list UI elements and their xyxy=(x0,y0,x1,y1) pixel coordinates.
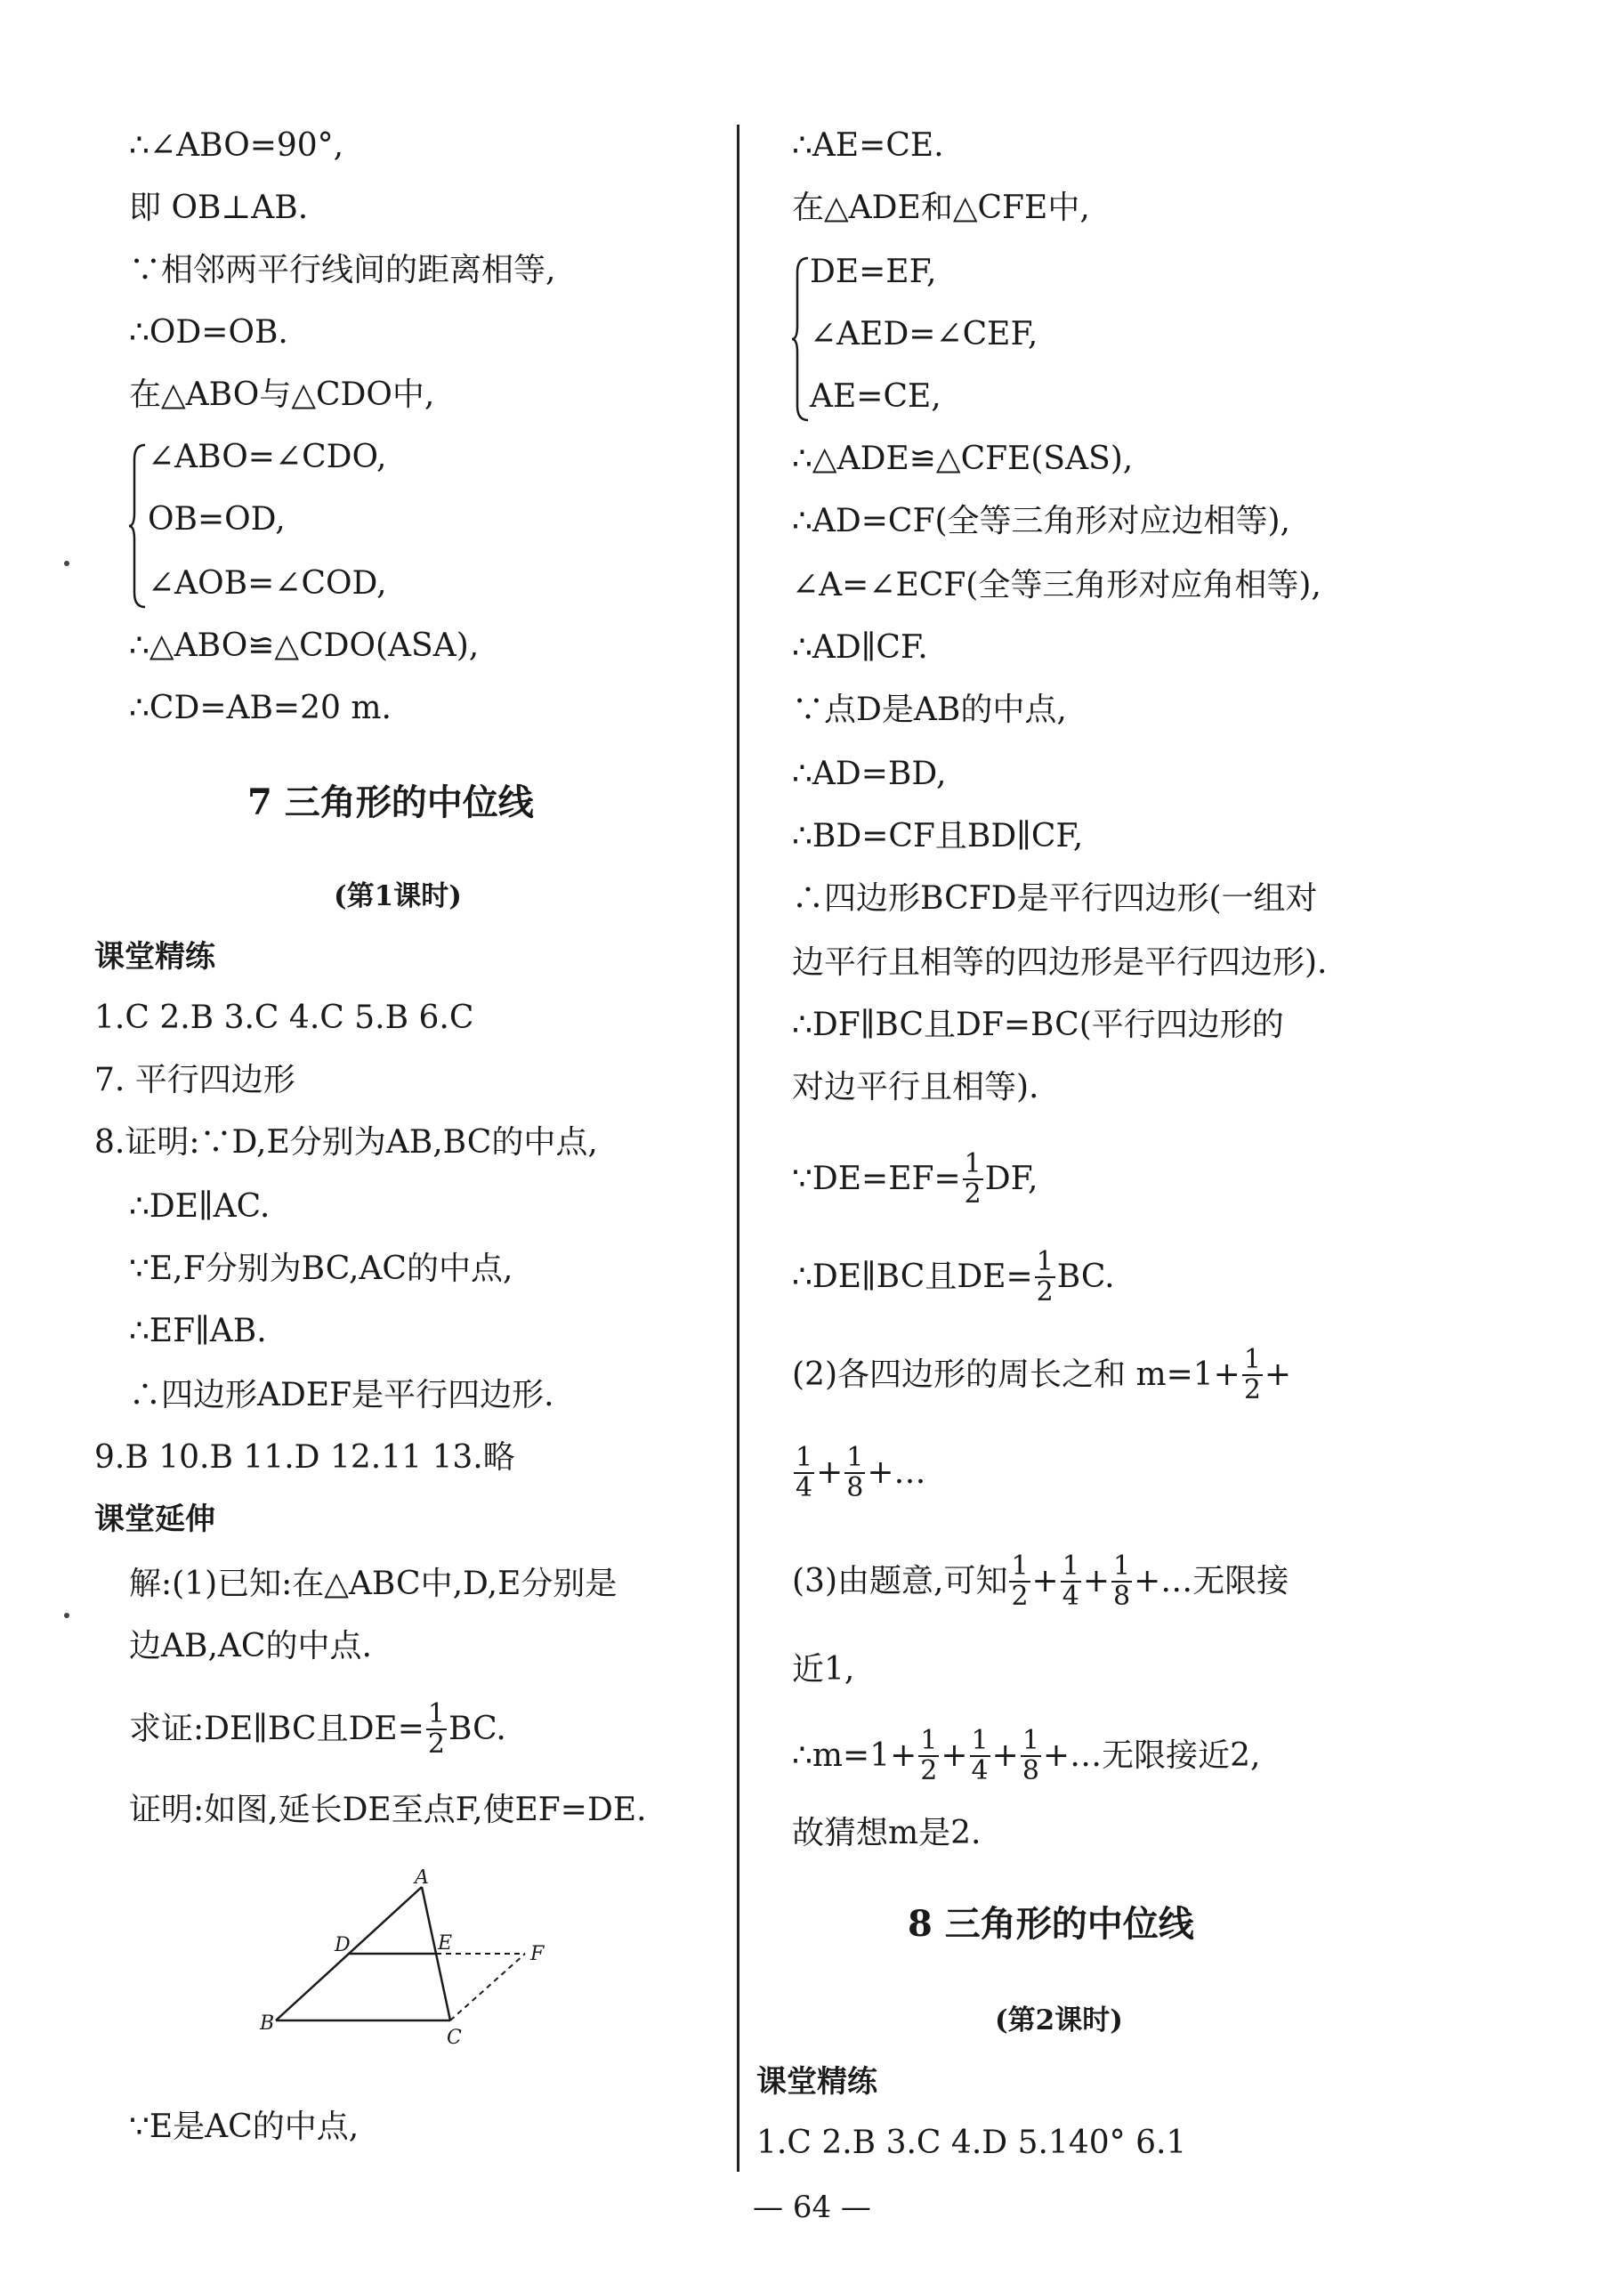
scan-speck xyxy=(64,561,69,566)
section-heading: 课堂精练 xyxy=(94,939,215,975)
vertex-label-f: F xyxy=(530,1943,545,1965)
text-line: 8.证明:∵D,E分别为AB,BC的中点, xyxy=(94,1124,598,1161)
text-line: 边平行且相等的四边形是平行四边形). xyxy=(792,944,1328,981)
answer-line: 9.B 10.B 11.D 12.11 13.略 xyxy=(94,1439,515,1476)
system-line: AE=CE, xyxy=(810,378,941,415)
text-segment: ∵DE=EF= xyxy=(792,1161,961,1197)
text-segment: (2)各四边形的周长之和 m=1+ xyxy=(792,1356,1240,1393)
text-line: ∴△ADE≌△CFE(SAS), xyxy=(792,441,1134,477)
text-line: ∴AD=BD, xyxy=(792,756,947,792)
text-line: ∵E,F分别为BC,AC的中点, xyxy=(129,1251,513,1287)
text-segment: ∴m=1+ xyxy=(792,1737,917,1774)
text-line: 即 OB⊥AB. xyxy=(129,190,309,226)
system-line: DE=EF, xyxy=(810,254,937,290)
text-line: 近1, xyxy=(792,1651,855,1688)
text-segment: BC. xyxy=(1056,1259,1115,1295)
text-line xyxy=(792,1727,1260,1785)
text-line: 边AB,AC的中点. xyxy=(129,1628,372,1664)
fraction: $\frac{1}{8}$ xyxy=(1022,1725,1039,1786)
text-line xyxy=(792,1346,1291,1405)
lesson-label: (第2课时) xyxy=(995,2004,1123,2036)
text-segment: + xyxy=(991,1737,1019,1774)
section-heading: 课堂延伸 xyxy=(94,1502,215,1537)
fraction: $\frac{1}{2}$ xyxy=(1243,1344,1261,1405)
text-line xyxy=(792,1552,1289,1611)
column-divider xyxy=(737,125,739,2172)
lesson-label: (第1课时) xyxy=(334,880,462,912)
text-line: ∵点D是AB的中点, xyxy=(792,692,1067,728)
system-line: ∠AOB=∠COD, xyxy=(148,565,387,602)
text-line: ∴EF∥AB. xyxy=(129,1313,267,1349)
text-line: 对边平行且相等). xyxy=(792,1069,1039,1105)
fraction: $\frac{1}{4}$ xyxy=(796,1442,813,1503)
text-line: 解:(1)已知:在△ABC中,D,E分别是 xyxy=(129,1566,618,1602)
text-line: ∴四边形BCFD是平行四边形(一组对 xyxy=(792,880,1318,917)
page-number: — 64 — xyxy=(753,2190,871,2225)
text-line xyxy=(129,1700,506,1759)
text-line xyxy=(792,1248,1115,1307)
vertex-label-c: C xyxy=(447,2027,462,2049)
text-line: 在△ADE和△CFE中, xyxy=(792,190,1090,226)
text-line: ∴△ABO≌△CDO(ASA), xyxy=(129,627,480,664)
text-segment: +…无限接 xyxy=(1134,1563,1289,1599)
text-line: 故猜想m是2. xyxy=(792,1815,982,1851)
left-brace xyxy=(127,441,149,611)
text-line: ∵相邻两平行线间的距离相等, xyxy=(129,252,556,288)
text-line: ∴CD=AB=20 m. xyxy=(129,690,392,726)
text-line: ∴DE∥AC. xyxy=(129,1188,271,1225)
scan-speck xyxy=(64,1613,69,1618)
fraction: $\frac{1}{2}$ xyxy=(427,1698,445,1760)
text-line xyxy=(792,1444,926,1502)
text-line: ∴四边形ADEF是平行四边形. xyxy=(129,1377,554,1413)
vertex-label-b: B xyxy=(260,2012,275,2035)
section-title: 8 三角形的中位线 xyxy=(908,1903,1194,1945)
text-segment: 求证:DE∥BC且DE= xyxy=(129,1711,424,1747)
system-line: ∠ABO=∠CDO, xyxy=(148,439,387,475)
text-line: 证明:如图,延长DE至点F,使EF=DE. xyxy=(129,1792,647,1828)
text-segment: ∴DE∥BC且DE= xyxy=(792,1259,1033,1295)
answer-line: 7. 平行四边形 xyxy=(94,1062,295,1098)
text-line: ∴DF∥BC且DF=BC(平行四边形的 xyxy=(792,1007,1284,1043)
text-line: ∵E是AC的中点, xyxy=(129,2109,360,2145)
system-line: ∠AED=∠CEF, xyxy=(810,316,1038,352)
text-line: ∴AD=CF(全等三角形对应边相等), xyxy=(792,503,1290,539)
fraction: $\frac{1}{2}$ xyxy=(1036,1246,1054,1308)
fraction: $\frac{1}{8}$ xyxy=(846,1442,864,1503)
text-segment: +… xyxy=(867,1454,926,1491)
text-line xyxy=(792,1150,1038,1209)
right-brace xyxy=(790,255,812,424)
text-line: ∴AE=CE. xyxy=(792,127,944,164)
answer-line: 1.C 2.B 3.C 4.C 5.B 6.C xyxy=(94,1000,474,1036)
text-segment: BC. xyxy=(448,1711,506,1747)
fraction: $\frac{1}{4}$ xyxy=(1062,1550,1079,1612)
text-segment: + xyxy=(816,1454,844,1491)
text-line: 在△ABO与△CDO中, xyxy=(129,376,435,413)
text-segment: (3)由题意,可知 xyxy=(792,1563,1008,1599)
text-segment: + xyxy=(1264,1356,1292,1393)
text-segment: +…无限接近2, xyxy=(1042,1737,1261,1774)
vertex-label-a: A xyxy=(415,1869,429,1889)
vertex-label-e: E xyxy=(438,1932,453,1955)
text-segment: DF, xyxy=(984,1161,1038,1197)
triangle-figure xyxy=(249,1869,570,2056)
text-segment: + xyxy=(1082,1563,1110,1599)
fraction: $\frac{1}{8}$ xyxy=(1112,1550,1131,1612)
fraction: $\frac{1}{2}$ xyxy=(964,1148,982,1210)
text-segment: + xyxy=(1031,1563,1059,1599)
text-line: ∴∠ABO=90°, xyxy=(129,127,344,164)
text-line: ∠A=∠ECF(全等三角形对应角相等), xyxy=(792,567,1321,603)
section-heading: 课堂精练 xyxy=(756,2064,877,2100)
answer-line: 1.C 2.B 3.C 4.D 5.140° 6.1 xyxy=(756,2125,1187,2161)
text-line: ∴BD=CF且BD∥CF, xyxy=(792,818,1084,854)
vertex-label-d: D xyxy=(335,1934,351,1956)
fraction: $\frac{1}{4}$ xyxy=(971,1725,989,1786)
text-line: ∴AD∥CF. xyxy=(792,629,928,666)
text-segment: + xyxy=(941,1737,968,1774)
fraction: $\frac{1}{2}$ xyxy=(920,1725,938,1786)
text-line: ∴OD=OB. xyxy=(129,314,288,351)
fraction: $\frac{1}{2}$ xyxy=(1011,1550,1029,1612)
section-title: 7 三角形的中位线 xyxy=(247,781,534,823)
system-line: OB=OD, xyxy=(148,501,286,538)
